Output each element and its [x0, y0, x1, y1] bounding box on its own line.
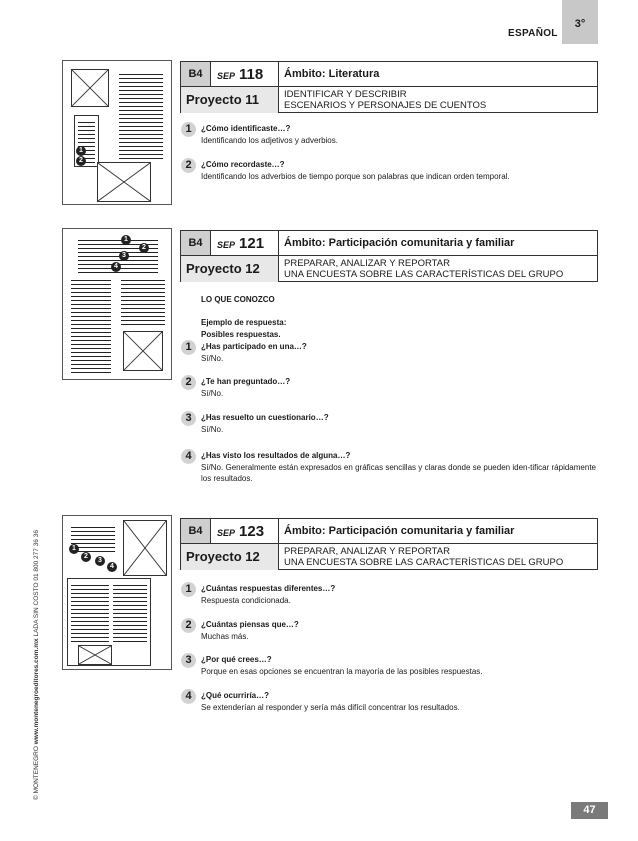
ambito-title: Ámbito: Participación comunitaria y familiar [279, 519, 597, 544]
question-item [181, 122, 596, 154]
question-item [181, 653, 596, 685]
sep-page-number: 121 [239, 235, 265, 252]
image-placeholder [97, 162, 151, 202]
marker-4: 4 [111, 262, 121, 272]
page-thumbnail-121 [62, 228, 172, 380]
project-label: Proyecto 12 [181, 544, 279, 570]
question-text: ¿Cómo identificaste…? [201, 124, 291, 133]
question-item [181, 158, 596, 190]
question-text: ¿Cuántas respuestas diferentes…? [201, 584, 336, 593]
question-text: ¿Por qué crees…? [201, 655, 272, 664]
ambito-title: Ámbito: Literatura [279, 62, 597, 87]
question-text: ¿Te han preguntado…? [201, 377, 291, 386]
answer-text: Sí/No. [201, 354, 224, 363]
question-item [181, 411, 596, 443]
answer-text: Sí/No. [201, 425, 224, 434]
marker-3: 3 [95, 556, 105, 566]
ambito-title: Ámbito: Participación comunitaria y familiar [279, 231, 597, 256]
answer-text: Sí/No. Generalmente están expresados en gráficas sencillas y claras donde se pueden iden-tificar rápidamente los resultados. [201, 463, 596, 483]
question-text: ¿Cuántas piensas que…? [201, 620, 299, 629]
image-placeholder [123, 331, 163, 371]
question-number: 4 [181, 449, 196, 464]
question-item [181, 689, 596, 721]
question-number: 2 [181, 375, 196, 390]
section-heading: LO QUE CONOZCO [201, 295, 275, 304]
text-block [119, 71, 163, 159]
section-card-123 [180, 518, 598, 570]
subject-label: ESPAÑOL [508, 28, 558, 39]
question-item [181, 618, 596, 650]
marker-3: 3 [119, 251, 129, 261]
answer-text: Identificando los adverbios de tiempo porque son palabras que indican orden temporal. [201, 172, 510, 181]
project-label: Proyecto 11 [181, 87, 279, 113]
question-text: ¿Has resuelto un cuestionario…? [201, 413, 329, 422]
sep-page: SEP 123 [211, 519, 279, 544]
question-item [181, 582, 596, 614]
question-number: 1 [181, 582, 196, 597]
answer-text: Sí/No. [201, 389, 224, 398]
answer-text: Respuesta condicionada. [201, 596, 291, 605]
question-item [181, 449, 596, 493]
page-number: 47 [571, 802, 608, 819]
sep-page: SEP 118 [211, 62, 279, 87]
image-placeholder [71, 69, 109, 107]
bloque-label: B4 [181, 519, 211, 544]
marker-1: 1 [76, 146, 86, 156]
image-placeholder [78, 645, 112, 665]
page-thumbnail-123 [62, 515, 172, 670]
text-block [71, 277, 111, 373]
sep-page-number: 123 [239, 523, 265, 540]
question-text: ¿Has visto los resultados de alguna…? [201, 451, 351, 460]
project-description: PREPARAR, ANALIZAR Y REPORTAR UNA ENCUESTA SOBRE LAS CARACTERÍSTICAS DEL GRUPO [284, 258, 564, 280]
question-number: 2 [181, 618, 196, 633]
answer-text: Muchas más. [201, 632, 249, 641]
question-number: 3 [181, 653, 196, 668]
marker-1: 1 [121, 235, 131, 245]
bloque-label: B4 [181, 231, 211, 256]
text-block [121, 277, 165, 327]
section-card-121 [180, 230, 598, 282]
question-number: 2 [181, 158, 196, 173]
question-text: ¿Cómo recordaste…? [201, 160, 285, 169]
answer-text: Porque en esas opciones se encuentran la mayoría de las posibles respuestas. [201, 667, 483, 676]
marker-2: 2 [76, 156, 86, 166]
example-label: Ejemplo de respuesta: [201, 318, 287, 327]
project-description: PREPARAR, ANALIZAR Y REPORTAR UNA ENCUESTA SOBRE LAS CARACTERÍSTICAS DEL GRUPO [284, 546, 564, 568]
question-number: 4 [181, 689, 196, 704]
question-item [181, 340, 596, 372]
example-sublabel: Posibles respuestas. [201, 330, 281, 339]
section-card-118 [180, 61, 598, 113]
phone-text: LADA SIN COSTO 01 800 277 36 36 [33, 530, 40, 637]
question-item [181, 375, 596, 407]
question-number: 1 [181, 122, 196, 137]
publisher-text: © MONTENEGRO [33, 746, 40, 800]
question-number: 3 [181, 411, 196, 426]
marker-2: 2 [81, 552, 91, 562]
marker-4: 4 [107, 562, 117, 572]
page-thumbnail-118 [62, 60, 172, 205]
bloque-label: B4 [181, 62, 211, 87]
marker-1: 1 [69, 544, 79, 554]
website-text: www.montenegroeditores.com.mx [33, 638, 40, 745]
marker-2: 2 [139, 243, 149, 253]
sep-page: SEP 121 [211, 231, 279, 256]
text-box [67, 578, 151, 666]
sep-page-number: 118 [239, 66, 264, 83]
question-number: 1 [181, 340, 196, 355]
grade-tab: 3° [562, 0, 598, 44]
answer-text: Se extenderían al responder y sería más difícil concentrar los resultados. [201, 703, 460, 712]
question-text: ¿Qué ocurriría…? [201, 691, 270, 700]
question-text: ¿Has participado en una…? [201, 342, 307, 351]
side-copyright [33, 530, 40, 800]
project-label: Proyecto 12 [181, 256, 279, 282]
project-description: IDENTIFICAR Y DESCRIBIR ESCENARIOS Y PERSONAJES DE CUENTOS [284, 89, 487, 111]
answer-text: Identificando los adjetivos y adverbios. [201, 136, 338, 145]
image-placeholder [123, 520, 167, 576]
